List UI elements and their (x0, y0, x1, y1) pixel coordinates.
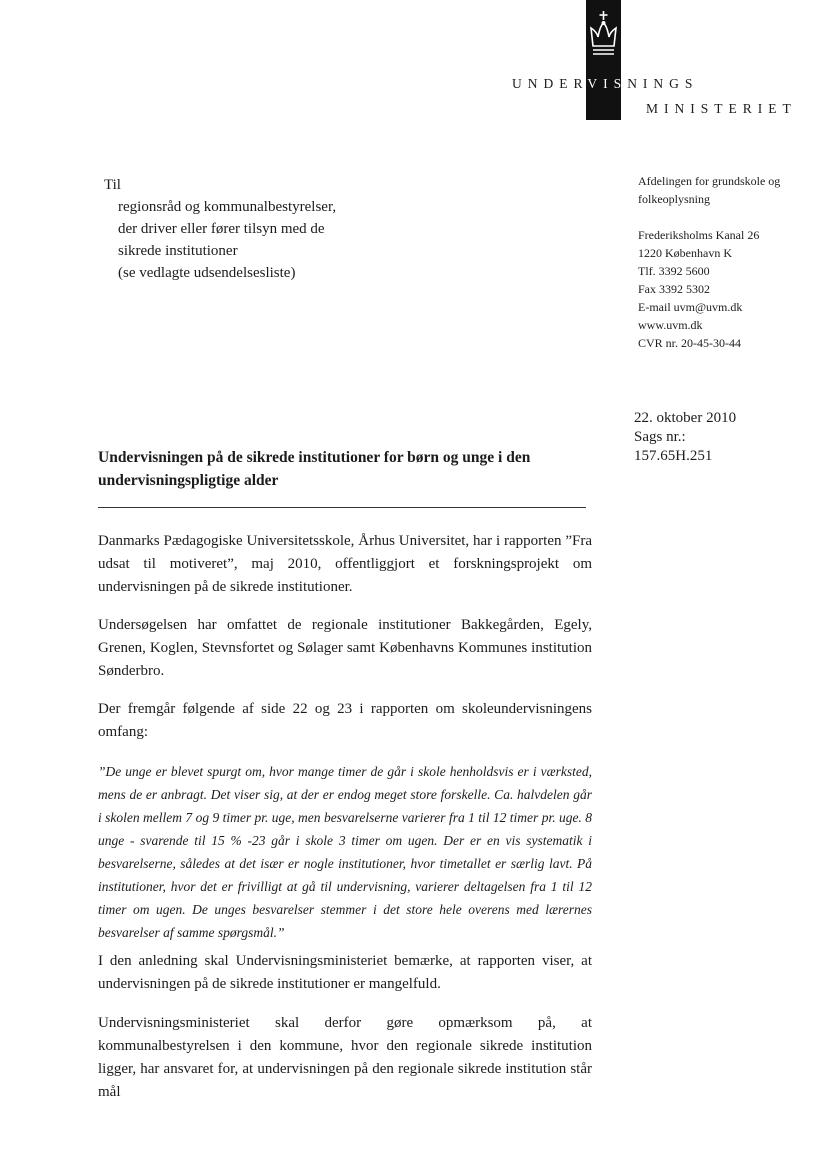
sender-website: www.uvm.dk (638, 318, 703, 332)
body-paragraph: Undervisningsministeriet skal derfor gøre opmærksom på, at kommunalbestyrelsen i den kommune, hvor den regionale sikrede institution ligger, har ansvaret for, at undervisningen på den regionale sikrede institution står mål (98, 1015, 592, 1100)
letter-subject: Undervisningen på de sikrede institutioner for børn og unge i den undervisningspligtige alder (98, 449, 531, 489)
body-paragraph: Danmarks Pædagogiske Universitetsskole, Århus Universitet, har i rapporten ”Fra udsat til motiveret”, maj 2010, offentliggjort et forskningsprojekt om undervisningen på de sikrede institutioner. (98, 533, 592, 595)
sender-cvr: CVR nr. 20-45-30-44 (638, 336, 741, 350)
sender-address: Frederiksholms Kanal 26 (638, 228, 760, 242)
ministry-logo-block (586, 0, 621, 120)
recipient-heading: Til (104, 177, 121, 193)
sender-phone: Tlf. 3392 5600 (638, 264, 710, 278)
sender-email: E-mail uvm@uvm.dk (638, 300, 743, 314)
sender-fax: Fax 3392 5302 (638, 282, 710, 296)
sender-department: Afdelingen for grundskole og (638, 174, 781, 188)
recipient-line: sikrede institutioner (118, 243, 238, 259)
letter-meta (634, 409, 736, 466)
sender-department: folkeoplysning (638, 192, 710, 206)
sender-city: 1220 København K (638, 246, 732, 260)
royal-crown-icon (586, 8, 621, 58)
body-paragraph: Der fremgår følgende af side 22 og 23 i rapporten om skoleundervisningens omfang: (98, 701, 592, 740)
logo-text-ministeriet: MINISTERIET (646, 101, 797, 116)
recipient-line: (se vedlagte udsendelsesliste) (118, 265, 296, 281)
letter-date: 22. oktober 2010 (634, 410, 737, 426)
recipient-address (100, 174, 336, 284)
case-label: Sags nr.: (634, 429, 686, 445)
recipient-line: der driver eller fører tilsyn med de (118, 221, 325, 237)
body-paragraph: Undersøgelsen har omfattet de regionale institutioner Bakkegården, Egely, Grenen, Koglen, Stevnsfortet og Sølager samt Københavns Kommunes institution Sønderbro. (98, 617, 592, 679)
report-quote: ”De unge er blevet spurgt om, hvor mange timer de går i skole henholdsvis er i værksted, mens de er anbragt. Det viser sig, at der er endog meget store forskelle. Ca. halvdelen går i skolen mellem 7 og 9 timer pr. uge, men besvarelserne varierer fra 1 til 12 timer pr. uge. 8 unge - svarende til 15 % -23 går i skole 3 timer om ugen. Der er en vis systematik i besvarelserne, således at det især er nogle institutioner, hvor timetallet er særlig lavt. På institutioner, hvor det er frivilligt at gå til undervisning, varierer deltagelsen fra 1 til 12 timer om ugen. De unges besvarelser stemmer i det store hele overens med lærernes besvarelser af samme spørgsmål.” (98, 764, 592, 940)
case-number: 157.65H.251 (634, 448, 713, 464)
subject-divider (98, 507, 586, 508)
logo-text-undervisnings: UNDERVISNINGS (512, 76, 699, 91)
recipient-line: regionsråd og kommunalbestyrelser, (118, 199, 337, 215)
sender-info (638, 172, 818, 352)
body-paragraph: I den anledning skal Undervisningsministeriet bemærke, at rapporten viser, at undervisningen på de sikrede institutioner er mangelfuld. (98, 953, 592, 992)
